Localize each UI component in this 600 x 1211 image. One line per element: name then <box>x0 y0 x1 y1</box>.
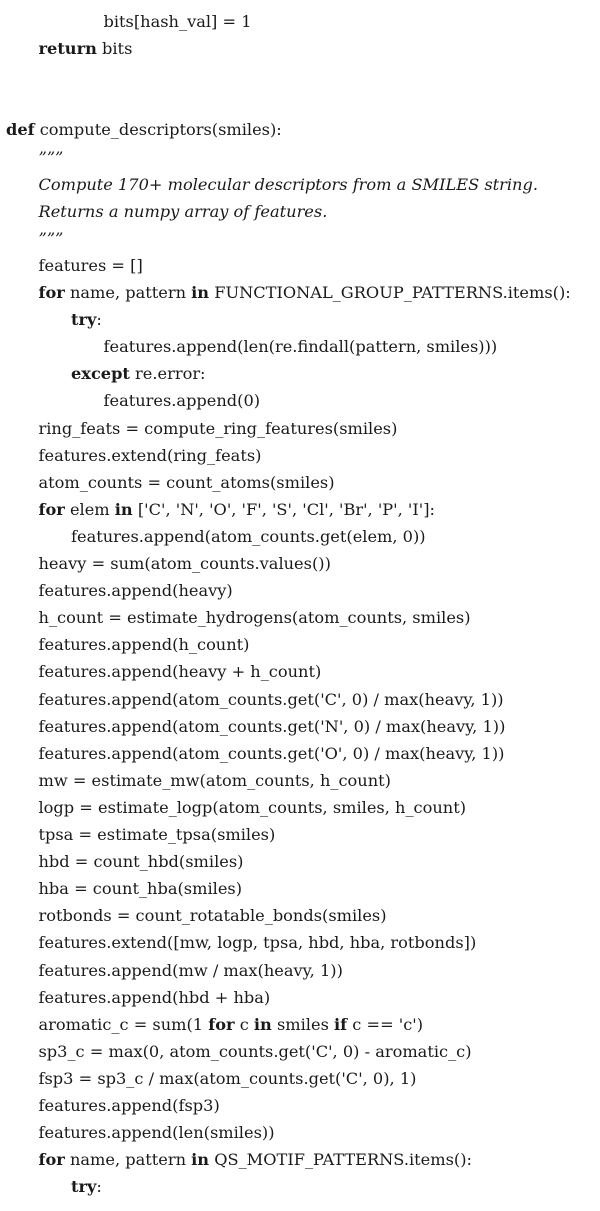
code-line <box>39 794 467 821</box>
code-line <box>39 767 391 794</box>
code-line <box>71 306 102 333</box>
code-text: re.error: <box>129 364 206 384</box>
code-keyword: in <box>114 499 133 519</box>
code-text: heavy = sum(atom_counts.values()) <box>38 554 331 573</box>
code-text: features.append(len(re.findall(pattern, smiles))) <box>103 337 498 357</box>
code-text: elem <box>64 499 115 519</box>
code-text: FUNCTIONAL_GROUP_PATTERNS.items(): <box>209 283 571 302</box>
code-text: QS_MOTIF_PATTERNS.items(): <box>209 1150 472 1170</box>
code-line <box>39 35 133 62</box>
code-text: : <box>96 1177 102 1197</box>
code-text: sp3_c = max(0, atom_counts.get('C', 0) - aromatic_c) <box>38 1041 472 1061</box>
code-text: name, pattern <box>64 1150 192 1170</box>
code-line <box>39 144 64 171</box>
code-line <box>104 387 261 414</box>
code-line <box>39 198 328 225</box>
code-line <box>39 469 335 496</box>
code-keyword: for <box>38 499 65 519</box>
code-keyword: for <box>208 1014 235 1034</box>
code-line <box>39 415 398 442</box>
code-line <box>39 496 436 523</box>
code-text: features.append(atom_counts.get('C', 0) / max(heavy, 1)) <box>38 689 504 709</box>
code-text: logp = estimate_logp(atom_counts, smiles, h_count) <box>38 797 467 817</box>
code-text: features.append(atom_counts.get(elem, 0)) <box>71 526 426 546</box>
code-keyword: for <box>38 1150 65 1170</box>
code-line <box>39 1146 472 1173</box>
code-line <box>39 171 538 198</box>
code-line <box>39 1119 275 1146</box>
code-line <box>104 333 498 360</box>
code-text: smiles <box>271 1014 335 1034</box>
code-line <box>39 1092 220 1119</box>
code-text: ring_feats = compute_ring_features(smiles) <box>38 418 398 438</box>
code-text: mw = estimate_mw(atom_counts, h_count) <box>38 770 391 790</box>
code-text: features = [] <box>38 255 143 275</box>
code-line <box>39 225 64 252</box>
code-line <box>39 740 505 767</box>
code-text: features.append(atom_counts.get('N', 0) / max(heavy, 1)) <box>38 716 506 736</box>
docstring-text: ””” <box>38 147 64 167</box>
code-line <box>39 686 504 713</box>
code-text: features.append(fsp3) <box>38 1096 220 1115</box>
code-text: ['C', 'N', 'O', 'F', 'S', 'Cl', 'Br', 'P', 'I']: <box>132 499 435 519</box>
code-line <box>39 631 250 658</box>
code-text: features.append(atom_counts.get('O', 0) / max(heavy, 1)) <box>38 743 505 763</box>
code-line <box>6 116 282 143</box>
code-keyword: if <box>334 1014 348 1034</box>
docstring-text: Returns a numpy array of features. <box>38 201 328 221</box>
code-line <box>39 1038 472 1065</box>
code-line <box>39 604 471 631</box>
code-text: rotbonds = count_rotatable_bonds(smiles) <box>38 906 387 926</box>
code-text: features.append(heavy + h_count) <box>38 662 322 682</box>
code-line <box>71 360 206 387</box>
docstring-text: Compute 170+ molecular descriptors from a SMILES string. <box>38 174 538 194</box>
code-line <box>39 658 322 685</box>
code-line <box>39 957 343 984</box>
code-text: features.append(heavy) <box>38 581 233 601</box>
code-line <box>39 929 477 956</box>
code-text: features.append(0) <box>103 391 261 411</box>
code-line <box>39 821 276 848</box>
code-text: : <box>96 310 102 330</box>
code-text: compute_descriptors(smiles): <box>34 120 282 140</box>
code-text: c == 'c') <box>347 1014 424 1034</box>
code-keyword: try <box>71 1177 97 1197</box>
code-line <box>71 523 426 550</box>
code-text: features.extend([mw, logp, tpsa, hbd, hba, rotbonds]) <box>38 933 477 953</box>
code-text: features.extend(ring_feats) <box>38 445 262 465</box>
code-keyword: in <box>191 1150 210 1170</box>
code-text: name, pattern <box>64 283 192 302</box>
code-keyword: except <box>71 364 130 384</box>
code-text: features.append(mw / max(heavy, 1)) <box>38 960 343 980</box>
code-keyword: for <box>38 283 65 302</box>
code-text: c <box>234 1014 254 1034</box>
code-line <box>39 875 243 902</box>
code-text: tpsa = estimate_tpsa(smiles) <box>38 825 276 844</box>
docstring-text: ””” <box>38 228 64 248</box>
code-line <box>39 1065 417 1092</box>
code-line <box>39 713 506 740</box>
code-text: features.append(len(smiles)) <box>38 1123 275 1143</box>
code-line <box>39 848 244 875</box>
code-text: fsp3 = sp3_c / max(atom_counts.get('C', 0), 1) <box>38 1068 417 1088</box>
code-line <box>104 8 252 35</box>
code-line <box>39 442 262 469</box>
code-text: features.append(h_count) <box>38 635 250 655</box>
code-keyword: in <box>253 1014 272 1034</box>
code-keyword: try <box>71 310 97 330</box>
code-line <box>39 550 331 577</box>
code-text: hba = count_hba(smiles) <box>38 879 243 899</box>
code-line <box>39 279 571 306</box>
code-text: atom_counts = count_atoms(smiles) <box>38 472 335 492</box>
code-text: bits[hash_val] = 1 <box>103 12 252 31</box>
code-line <box>39 252 143 279</box>
code-text: hbd = count_hbd(smiles) <box>38 852 244 872</box>
code-line <box>71 1173 102 1200</box>
code-line <box>39 1011 424 1038</box>
code-keyword: def <box>6 120 35 140</box>
code-keyword: in <box>191 283 210 302</box>
code-line <box>39 902 387 929</box>
code-line <box>39 577 233 604</box>
code-text: h_count = estimate_hydrogens(atom_counts, smiles) <box>38 608 471 628</box>
code-text: aromatic_c = sum(1 <box>38 1014 209 1034</box>
code-text: bits <box>96 39 133 59</box>
code-keyword: return <box>38 39 97 59</box>
code-line <box>39 984 271 1011</box>
code-text: features.append(hbd + hba) <box>38 987 271 1007</box>
